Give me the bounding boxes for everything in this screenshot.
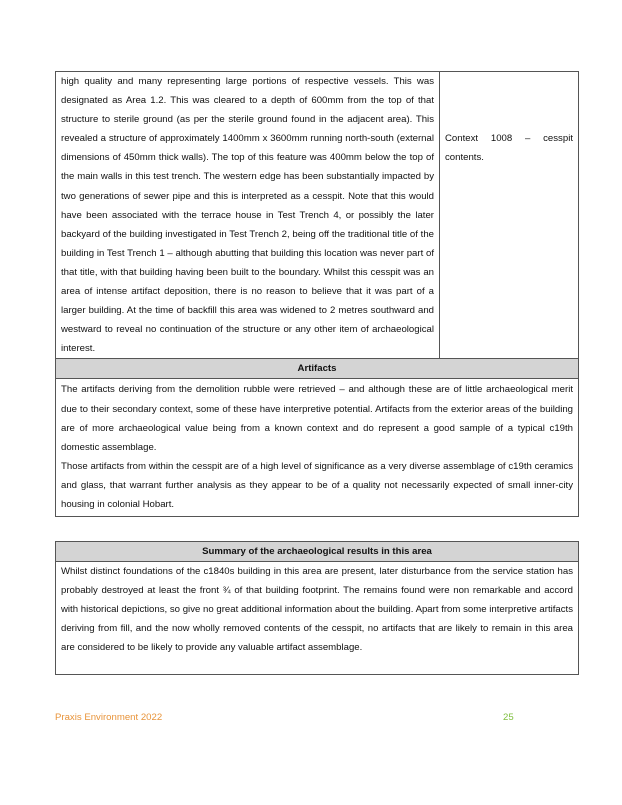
excavation-description-text: high quality and many representing large portions of respective vessels. This was designated as Area 1.2. This was cleared to a depth of 600mm from the top of that structure to sterile ground (as per the sterile ground found in the adjacent area). This revealed a structure of approximately 1400mm x 3600mm running north-south (external dimensions of 450mm thick walls). The top of this feature was 400mm below the top of the main walls in this test trench. The western edge has been substantially impacted by two generations of sewer pipe and this is interpreted as a cesspit. Note that this would have been associated with the terrace house in Test Trench 4, or possibly the later backyard of the building investigated in Test Trench 2, being off the traditional title of the building in Test Trench 1 – although abutting that building this location was never part of that title, with that building having been built to the boundary. Whilst this cesspit was an area of intense artifact deposition, there is no reason to believe that it was part of a larger building. At the time of backfill this area was widened to 2 metres southward and westward to reveal no continuation of the structure or any other item of archaeological interest. [61,76,434,355]
excavation-description [56,72,440,359]
footer-company: Praxis Environment 2022 [55,712,163,723]
footer-page-number: 25 [503,712,514,723]
summary-body-row [56,562,579,675]
context-label-line1: Context 1008 – cesspit [445,133,573,144]
context-cell [440,72,579,359]
artifacts-paragraph-1: The artifacts deriving from the demolition rubble were retrieved – and although these are of little archaeological merit due to their secondary context, some of these have interpretive potential. Artifacts from the exterior areas of the building are of more archaeological value being from a known context and do represent a good sample of a typical c19th domestic assemblage. [61,384,573,453]
artifacts-body-row [56,379,579,517]
summary-body [56,562,579,675]
summary-text: Whilst distinct foundations of the c1840s building in this area are present, later disturbance from the service station has probably destroyed at least the front ¾ of that building footprint. The remains found were non remarkable and accord with historical depictions, so give no great additional information about the building. Apart from some interpretive artifacts deriving from fill, and the now wholly removed contents of the cesspit, no artifacts that are likely to remain in this area are considered to be likely to provide any valuable artifact assemblage. [61,566,573,654]
artifacts-paragraph-2: Those artifacts from within the cesspit are of a high level of significance as a very diverse assemblage of c19th ceramics and glass, that warrant further analysis as they appear to be of a quality not necessarily expected of small inner-city housing in colonial Hobart. [61,460,573,510]
summary-table [55,541,579,675]
context-label-line2: contents. [445,152,484,164]
summary-heading: Summary of the archaeological results in this area [56,542,579,562]
artifacts-heading: Artifacts [56,359,579,379]
excavation-row [56,72,579,359]
artifacts-heading-row [56,359,579,379]
artifacts-body [56,379,579,517]
summary-heading-row [56,542,579,562]
excavation-table [55,71,579,517]
